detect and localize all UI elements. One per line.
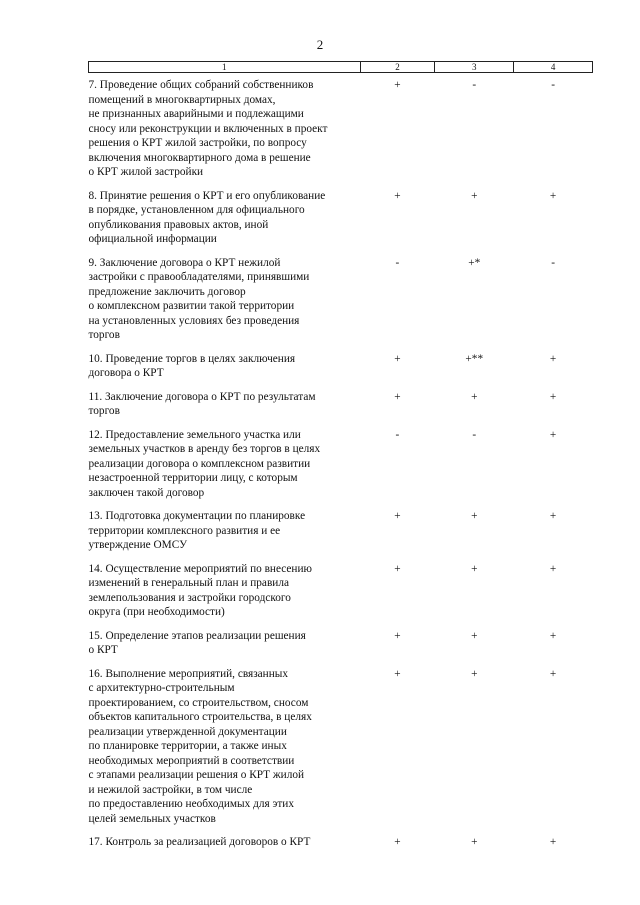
task-description: 12. Предоставление земельного участка или земельных участков в аренду без торгов в целях реализации договора о комплексном развитии незастроенной территории лицу, с которым заключен такой договор (88, 428, 321, 499)
task-description: 16. Выполнение мероприятий, связанных с архитектурно-строительным проектированием, со строительством, сносом объектов капитального строительства, в целях реализации утвержденной документации по планировке территории, а также иных необходимых мероприятий в соответствии с этапами реализации решения о КРТ жилой и нежилой застройки, в том числе по предоставлению необходимых для этих целей земельных участков (88, 667, 312, 825)
table-row (89, 347, 593, 385)
mark-col-3: + (471, 667, 478, 680)
mark-col-2: + (394, 352, 401, 365)
header-col-4: 4 (514, 62, 593, 73)
mark-col-3: + (471, 836, 478, 848)
mark-col-3: + (471, 562, 478, 575)
task-description: 10. Проведение торгов в целях заключения договора о КРТ (88, 352, 296, 379)
table-row (89, 385, 593, 423)
mark-col-3: + (471, 390, 478, 403)
mark-col-4: - (551, 79, 555, 91)
table-row (89, 557, 593, 624)
mark-col-3: + (471, 629, 478, 642)
table-row (89, 662, 593, 831)
mark-col-3: - (472, 428, 477, 441)
mark-col-4: - (551, 256, 555, 269)
mark-col-2: + (394, 79, 401, 91)
mark-col-2: + (394, 510, 401, 522)
mark-col-2: + (394, 562, 401, 575)
mark-col-2: + (394, 629, 401, 642)
task-description: 11. Заключение договора о КРТ по результатам торгов (88, 390, 316, 417)
task-description: 17. Контроль за реализацией договоров о КРТ (88, 836, 311, 848)
mark-col-4: + (549, 629, 557, 642)
table-body (89, 73, 593, 854)
task-description: 14. Осуществление мероприятий по внесению изменений в генеральный план и правила землепользования и застройки городского округа (при необходимости) (88, 562, 312, 618)
header-col-3: 3 (435, 62, 514, 73)
mark-col-4: + (549, 189, 557, 202)
task-description: 8. Принятие решения о КРТ и его опубликование в порядке, установленном для официального опубликования правовых актов, иной официальной информации (88, 189, 326, 245)
mark-col-3: +** (465, 352, 484, 365)
procedure-table (88, 61, 593, 854)
mark-col-3: - (472, 79, 477, 91)
mark-col-2: - (395, 428, 400, 441)
table-header (89, 62, 593, 73)
mark-col-4: + (549, 390, 557, 403)
table-row (89, 423, 593, 505)
mark-col-2: + (394, 189, 401, 202)
table-row (89, 73, 593, 184)
table-row (89, 830, 593, 854)
mark-col-4: + (549, 667, 557, 680)
mark-col-2: + (394, 667, 401, 680)
header-row (89, 62, 593, 73)
header-col-1: 1 (89, 62, 361, 73)
mark-col-3: + (471, 510, 478, 522)
table-row (89, 251, 593, 347)
mark-col-4: + (549, 428, 557, 441)
mark-col-4: + (549, 836, 557, 848)
page-number: 2 (316, 37, 324, 52)
task-description: 15. Определение этапов реализации решения о КРТ (88, 629, 306, 656)
table-row (89, 624, 593, 662)
mark-col-4: + (549, 562, 557, 575)
mark-col-4: + (549, 510, 557, 522)
mark-col-4: + (549, 352, 557, 365)
mark-col-2: - (395, 256, 400, 269)
task-description: 9. Заключение договора о КРТ нежилой застройки с правообладателями, принявшими предложение заключить договор о комплексном развитии такой территории на установленных условиях без проведения торгов (88, 256, 310, 341)
task-description: 7. Проведение общих собраний собственников помещений в многоквартирных домах, не признанных аварийными и подлежащими сносу или реконструкции и включенных в проект решения о КРТ жилой застройки, по вопросу включения многоквартирного дома в решение о КРТ жилой застройки (88, 79, 328, 178)
mark-col-3: +* (468, 256, 481, 269)
table-row (89, 504, 593, 557)
table-row (89, 184, 593, 251)
mark-col-2: + (394, 836, 401, 848)
mark-col-2: + (394, 390, 401, 403)
mark-col-3: + (471, 189, 478, 202)
header-col-2: 2 (360, 62, 435, 73)
task-description: 13. Подготовка документации по планировке территории комплексного развития и ее утверждение ОМСУ (88, 510, 306, 551)
